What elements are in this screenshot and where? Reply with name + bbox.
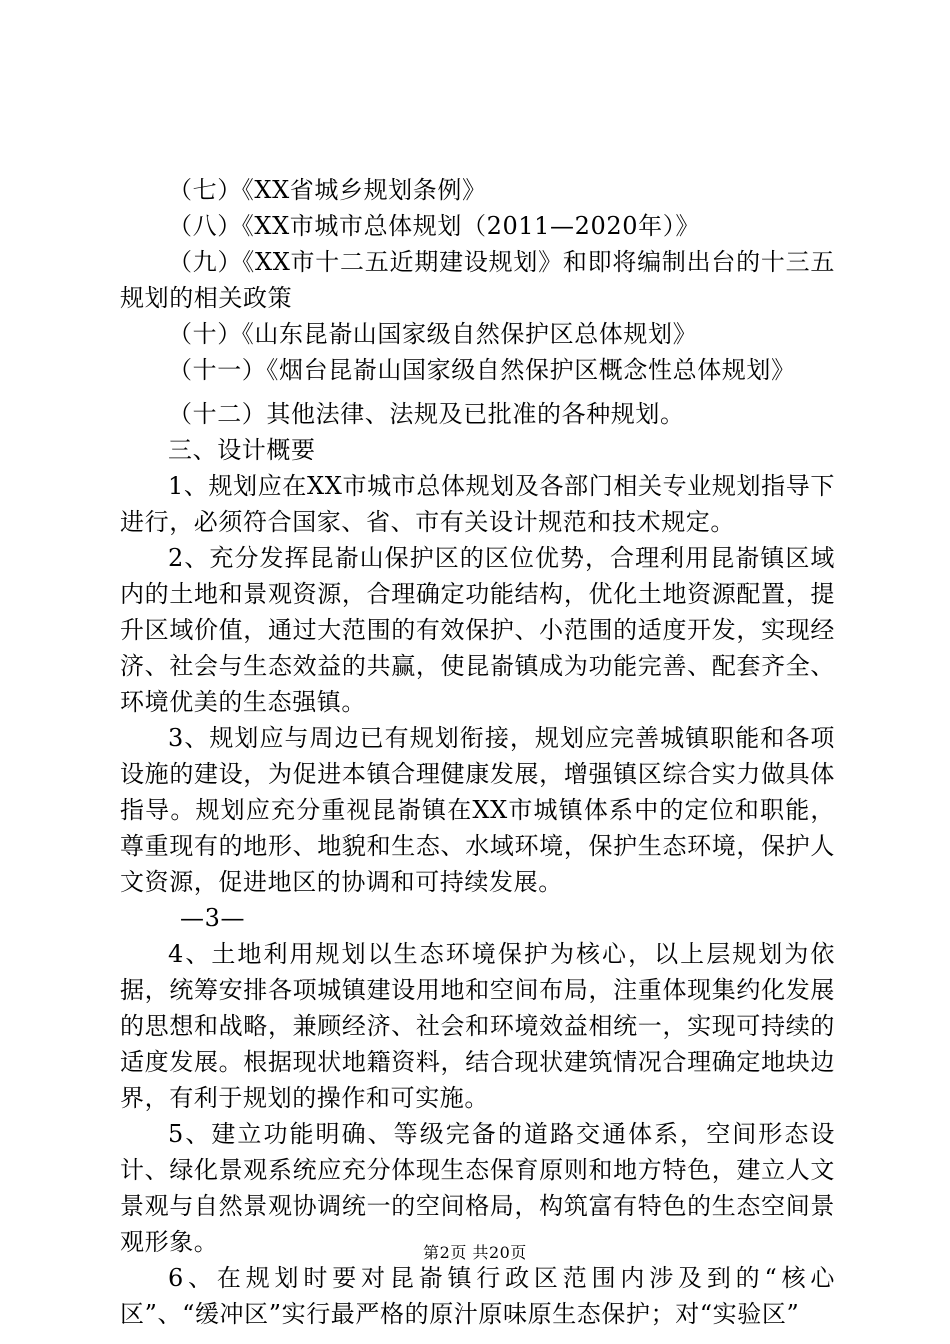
paragraph-ref-12: （十二）其他法律、法规及已批准的各种规划。 <box>168 400 685 428</box>
paragraph-ref-9: （九）《XX市十二五近期建设规划》和即将编制出台的十三五规划的相关政策 <box>120 248 835 312</box>
paragraph-ref-8: （八）《XX市城市总体规划（2011—2020年）》 <box>168 212 700 240</box>
section-heading-design-summary: 三、设计概要 <box>168 436 316 464</box>
paragraph-item-5: 5、建立功能明确、等级完备的道路交通体系，空间形态设计、绿化景观系统应充分体现生态保育原则和地方特色，建立人文景观与自然景观协调统一的空间格局，构筑富有特色的生态空间景观形象。 <box>120 1120 835 1256</box>
inline-page-number: —3— <box>180 904 246 932</box>
paragraph-item-4: 4、土地利用规划以生态环境保护为核心，以上层规划为依据，统筹安排各项城镇建设用地和空间布局，注重体现集约化发展的思想和战略，兼顾经济、社会和环境效益相统一，实现可持续的适度发展。根据现状地籍资料，结合现状建筑情况合理确定地块边界，有利于规划的操作和可实施。 <box>120 940 835 1112</box>
paragraph-ref-10: （十）《山东昆嵛山国家级自然保护区总体规划》 <box>168 320 698 348</box>
paragraph-item-3: 3、规划应与周边已有规划衔接，规划应完善城镇职能和各项设施的建设，为促进本镇合理健康发展，增强镇区综合实力做具体指导。规划应充分重视昆嵛镇在XX市城镇体系中的定位和职能，尊重现有的地形、地貌和生态、水域环境，保护生态环境，保护人文资源，促进地区的协调和可持续发展。 <box>120 724 835 896</box>
paragraph-item-1: 1、规划应在XX市城市总体规划及各部门相关专业规划指导下进行，必须符合国家、省、市有关设计规范和技术规定。 <box>120 472 835 536</box>
document-body <box>120 172 835 1332</box>
paragraph-ref-11: （十一）《烟台昆嵛山国家级自然保护区概念性总体规划》 <box>168 356 796 384</box>
paragraph-item-6: 6、在规划时要对昆嵛镇行政区范围内涉及到的“核心区”、“缓冲区”实行最严格的原汁原味原生态保护；对“实验区” <box>120 1264 835 1328</box>
paragraph-ref-7: （七）《XX省城乡规划条例》 <box>168 176 487 204</box>
paragraph-item-2: 2、充分发挥昆嵛山保护区的区位优势，合理利用昆嵛镇区域内的土地和景观资源，合理确定功能结构，优化土地资源配置，提升区域价值，通过大范围的有效保护、小范围的适度开发，实现经济、社会与生态效益的共赢，使昆嵛镇成为功能完善、配套齐全、环境优美的生态强镇。 <box>120 544 835 716</box>
page-footer: 第2页 共20页 <box>423 1243 527 1262</box>
